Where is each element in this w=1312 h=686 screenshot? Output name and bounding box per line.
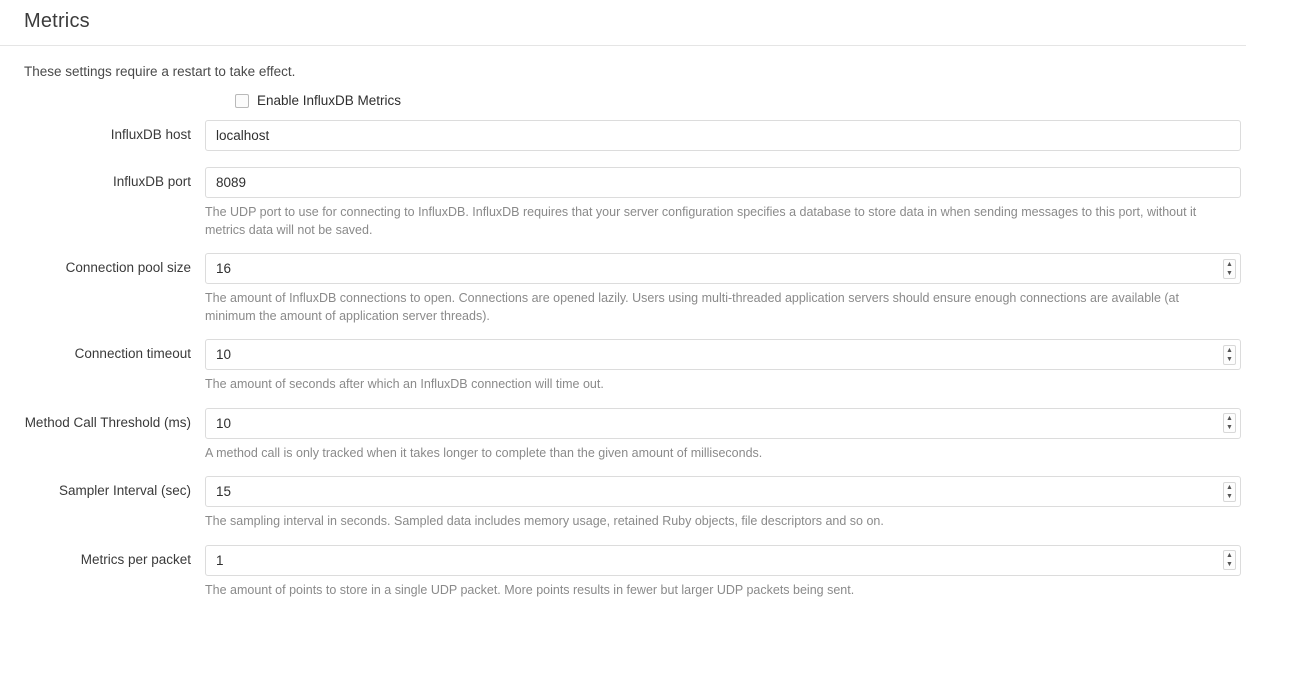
control-connection-pool-size	[205, 253, 1283, 325]
label-connection-pool-size: Connection pool size	[65, 260, 191, 275]
field-row-metrics-per-packet	[0, 545, 1312, 600]
stepper-up-icon[interactable]: ▲	[1226, 483, 1233, 491]
control-metrics-per-packet	[205, 545, 1283, 600]
help-connection-timeout: The amount of seconds after which an InfluxDB connection will time out.	[205, 377, 604, 391]
label-method-call-threshold: Method Call Threshold (ms)	[24, 414, 191, 430]
stepper-down-icon[interactable]: ▼	[1226, 492, 1233, 500]
stepper-down-icon[interactable]: ▼	[1226, 424, 1233, 431]
method-call-threshold-stepper[interactable]	[1223, 413, 1236, 433]
metrics-form	[0, 93, 1312, 599]
page-title: Metrics	[0, 0, 1246, 46]
metrics-per-packet-input[interactable]	[205, 545, 1241, 576]
label-influxdb-host: InfluxDB host	[110, 127, 191, 142]
stepper-up-icon[interactable]: ▲	[1226, 415, 1233, 422]
help-method-call-threshold: A method call is only tracked when it takes longer to complete than the given amount of milliseconds.	[205, 445, 763, 460]
field-row-connection-pool-size	[0, 253, 1312, 325]
help-connection-pool-size: The amount of InfluxDB connections to open. Connections are opened lazily. Users using multi-threaded application servers should ensure enough connections are available (at minimum the amount of application server threads).	[205, 291, 1179, 323]
stepper-down-icon[interactable]: ▼	[1226, 269, 1233, 277]
sampler-interval-input[interactable]	[205, 476, 1241, 507]
help-metrics-per-packet: The amount of points to store in a single UDP packet. More points results in fewer but larger UDP packets being sent.	[205, 582, 855, 597]
control-method-call-threshold	[205, 408, 1283, 463]
influxdb-host-input[interactable]	[205, 120, 1241, 151]
label-connection-timeout: Connection timeout	[74, 346, 191, 361]
label-sampler-interval: Sampler Interval (sec)	[58, 483, 191, 498]
help-influxdb-port: The UDP port to use for connecting to InfluxDB. InfluxDB requires that your server configuration specifies a database to store data in when sending messages to this port, without it metrics data will not be saved.	[205, 205, 1197, 237]
stepper-up-icon[interactable]: ▲	[1226, 346, 1233, 354]
metrics-per-packet-stepper[interactable]	[1223, 550, 1236, 570]
control-influxdb-port	[205, 167, 1283, 239]
help-sampler-interval: The sampling interval in seconds. Sampled data includes memory usage, retained Ruby objects, file descriptors and so on.	[205, 514, 884, 528]
connection-pool-size-input[interactable]	[205, 253, 1241, 284]
stepper-down-icon[interactable]: ▼	[1226, 355, 1233, 363]
connection-pool-size-stepper[interactable]	[1223, 259, 1236, 279]
label-influxdb-port: InfluxDB port	[112, 174, 191, 189]
field-row-influxdb-host	[0, 120, 1312, 151]
connection-timeout-input[interactable]	[205, 339, 1241, 370]
enable-influxdb-metrics-checkbox[interactable]	[235, 94, 249, 108]
field-row-influxdb-port	[0, 167, 1312, 239]
connection-timeout-stepper[interactable]	[1223, 345, 1236, 365]
influxdb-port-input[interactable]	[205, 167, 1241, 198]
enable-influxdb-metrics-row[interactable]	[235, 93, 1312, 108]
control-sampler-interval	[205, 476, 1283, 531]
field-row-connection-timeout	[0, 339, 1312, 394]
intro-text: These settings require a restart to take effect.	[24, 64, 296, 79]
stepper-down-icon[interactable]: ▼	[1226, 561, 1233, 568]
stepper-up-icon[interactable]: ▲	[1226, 552, 1233, 559]
field-row-sampler-interval	[0, 476, 1312, 531]
enable-influxdb-metrics-label: Enable InfluxDB Metrics	[257, 93, 402, 108]
label-metrics-per-packet: Metrics per packet	[80, 551, 191, 567]
method-call-threshold-input[interactable]	[205, 408, 1241, 439]
control-influxdb-host	[205, 120, 1283, 151]
stepper-up-icon[interactable]: ▲	[1226, 260, 1233, 268]
sampler-interval-stepper[interactable]	[1223, 482, 1236, 502]
control-connection-timeout	[205, 339, 1283, 394]
field-row-method-call-threshold	[0, 408, 1312, 463]
